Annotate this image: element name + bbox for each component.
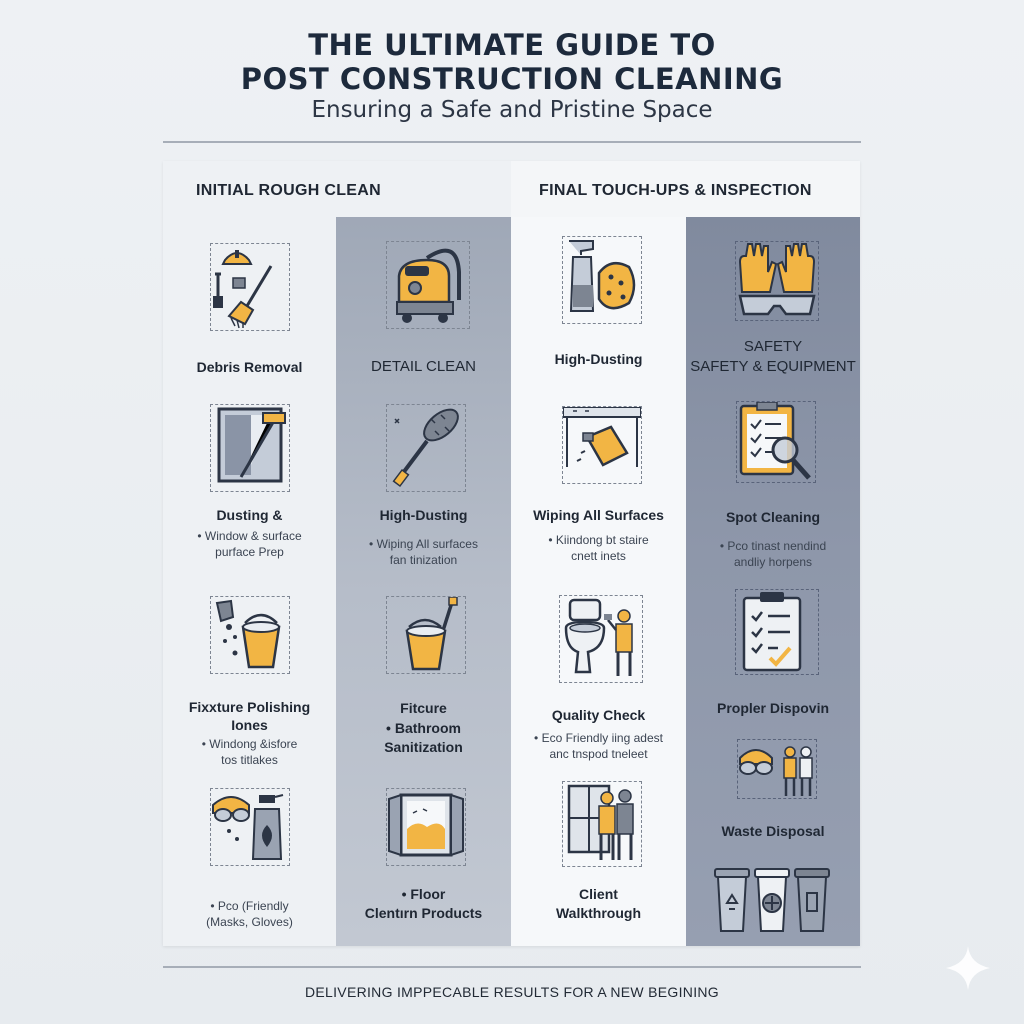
spot-cleaning-label: Spot Cleaning bbox=[725, 509, 821, 525]
spot-detail-2: andliy horpens bbox=[733, 555, 813, 569]
client-label-1: Client bbox=[579, 886, 618, 902]
floor-label-2: Clentırn Products bbox=[364, 905, 483, 921]
column-heading-final: FINAL TOUCH-UPS & INSPECTION bbox=[539, 182, 812, 199]
debris-removal-label: Debris Removal bbox=[196, 359, 303, 375]
high-dusting-detail-1: • Wiping All surfaces bbox=[369, 537, 478, 551]
high-dusting-label-col3: High-Dusting bbox=[554, 351, 643, 367]
open-window-icon bbox=[386, 788, 466, 866]
quality-detail-1: • Eco Friendly iing adest bbox=[534, 731, 663, 745]
dusting-detail-1: • Window & surface bbox=[197, 529, 302, 543]
wiping-detail-2: cnett inets bbox=[571, 549, 626, 563]
spot-detail-1: • Pco tinast nendind bbox=[719, 539, 827, 553]
waste-bins-icon bbox=[713, 865, 833, 935]
toilet-cleaning-icon bbox=[559, 595, 643, 683]
fixture-polishing-label-1: Fixxture Polishing bbox=[188, 699, 311, 715]
client-walkthrough-icon bbox=[562, 781, 642, 867]
top-divider bbox=[163, 141, 861, 143]
spray-sponge-icon bbox=[562, 236, 642, 324]
wiping-surfaces-label: Wiping All Surfaces bbox=[533, 507, 664, 523]
high-dusting-label-col2: High-Dusting bbox=[379, 507, 468, 523]
inspection-clipboard-icon bbox=[736, 401, 816, 483]
guide-board bbox=[163, 161, 860, 946]
bathroom-label-1: Fitcure bbox=[400, 700, 447, 716]
sparkle-icon bbox=[944, 944, 992, 992]
ppe-detail-1: • Pco (Friendly bbox=[210, 899, 289, 913]
safety-team-icon bbox=[737, 739, 817, 799]
fixture-detail-1: • Windong &isfore bbox=[201, 737, 298, 751]
debris-removal-icon bbox=[210, 243, 290, 331]
window-cleaning-icon bbox=[210, 404, 290, 492]
wiping-detail-1: • Kiindong bt staire bbox=[548, 533, 649, 547]
dusting-detail-2: purface Prep bbox=[215, 545, 284, 559]
page-subtitle: Ensuring a Safe and Pristine Space bbox=[311, 97, 713, 123]
waste-disposal-label: Waste Disposal bbox=[721, 823, 825, 839]
page-title-line1: THE ULTIMATE GUIDE TO bbox=[308, 28, 716, 62]
wiping-surface-icon bbox=[562, 406, 642, 484]
gloves-goggles-icon bbox=[735, 241, 819, 321]
safety-heading-1: SAFETY bbox=[743, 338, 803, 355]
client-label-2: Walkthrough bbox=[555, 905, 642, 921]
vacuum-icon bbox=[386, 241, 470, 329]
detail-clean-heading: DETAIL CLEAN bbox=[370, 358, 477, 375]
bathroom-label-3: Sanitization bbox=[384, 739, 463, 755]
page-title-line2: POST CONSTRUCTION CLEANING bbox=[240, 62, 784, 96]
bathroom-label-2: • Bathroom bbox=[386, 720, 461, 736]
bucket-icon bbox=[210, 596, 290, 674]
ppe-detail-2: (Masks, Gloves) bbox=[206, 915, 293, 929]
fixture-polishing-label-2: Iones bbox=[231, 717, 268, 733]
proper-disposal-label: Propler Dispovin bbox=[716, 700, 830, 716]
mop-bucket-icon bbox=[386, 596, 466, 674]
fixture-detail-2: tos titlakes bbox=[221, 753, 278, 767]
floor-label-1: • Floor bbox=[401, 886, 446, 902]
footer-tagline: DELIVERING IMPPECABLE RESULTS FOR A NEW BEGINING bbox=[304, 984, 719, 1000]
quality-detail-2: anc tnspod tneleet bbox=[549, 747, 648, 761]
bottom-divider bbox=[163, 966, 861, 968]
checklist-icon bbox=[735, 589, 819, 675]
eco-products-icon bbox=[210, 788, 290, 866]
column-heading-initial: INITIAL ROUGH CLEAN bbox=[196, 182, 381, 199]
high-dusting-detail-2: fan tinization bbox=[389, 553, 458, 567]
dusting-label: Dusting & bbox=[216, 507, 283, 523]
safety-heading-2: SAFETY & EQUIPMENT bbox=[690, 358, 856, 375]
quality-check-label: Quality Check bbox=[551, 707, 646, 723]
duster-icon bbox=[386, 404, 466, 492]
